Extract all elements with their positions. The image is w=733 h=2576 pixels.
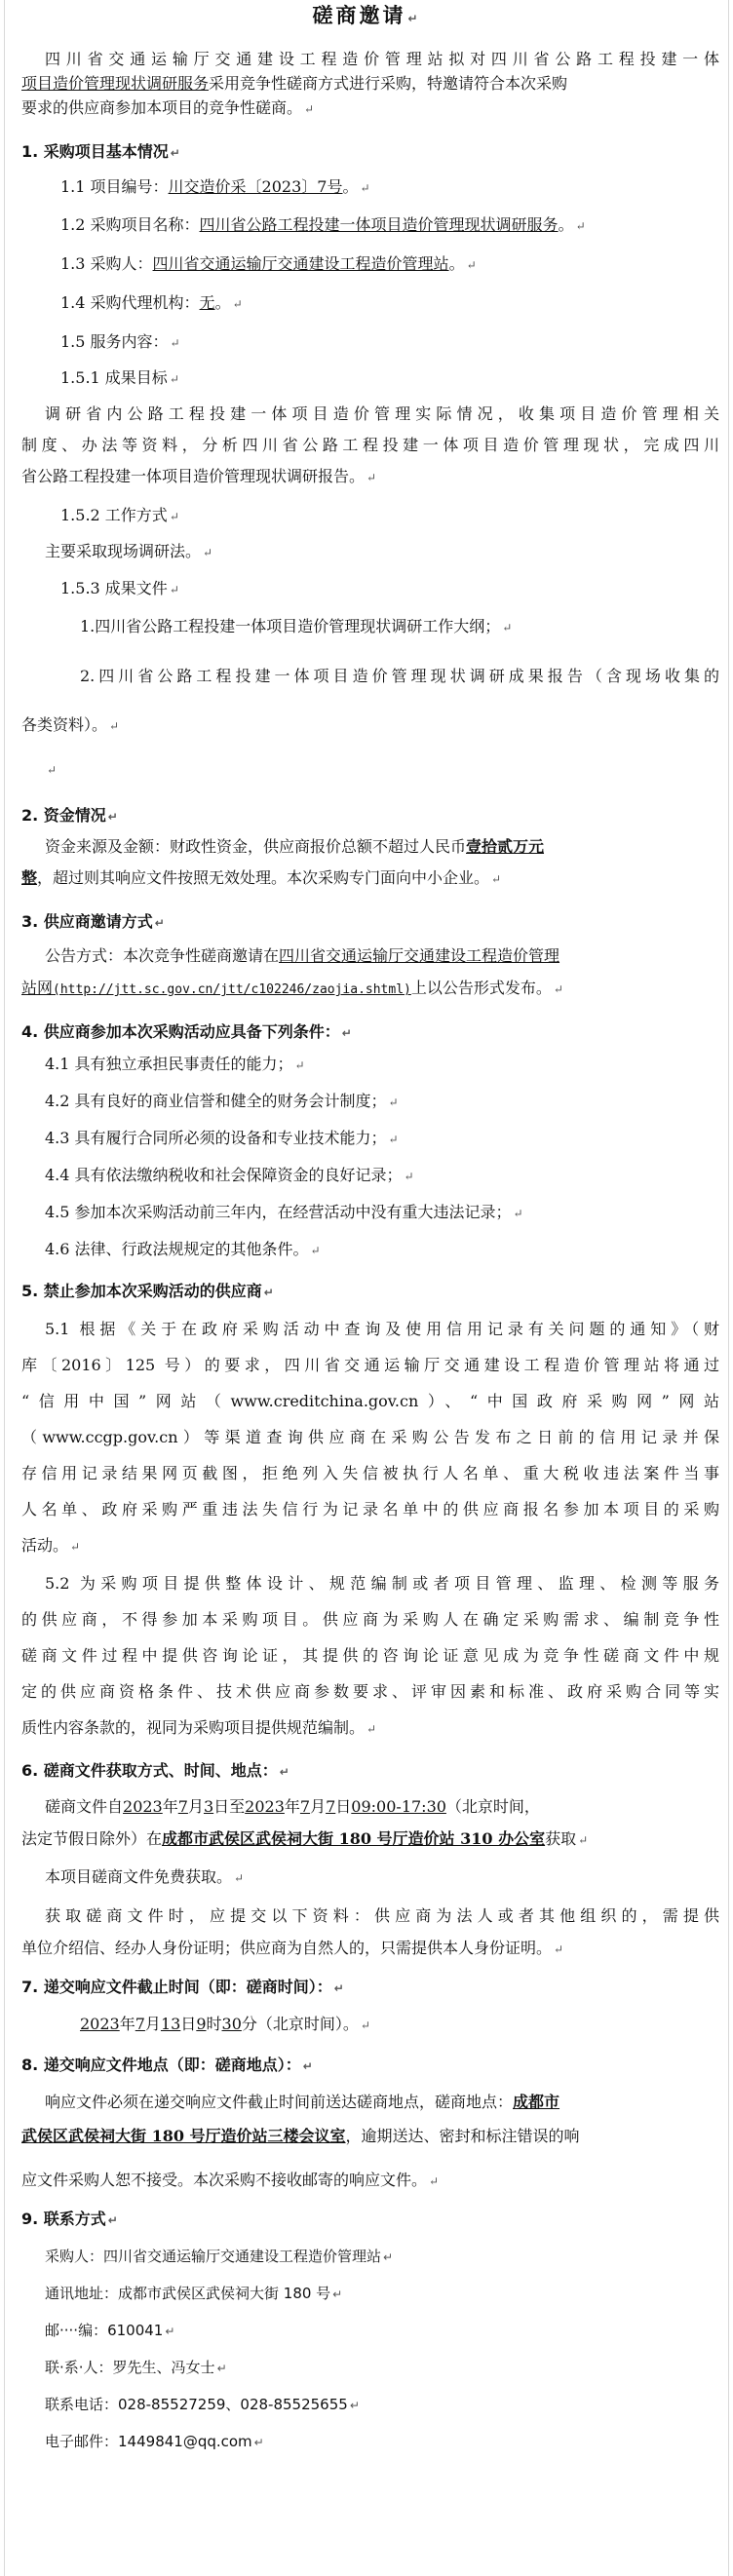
obtain-docs-line-1: 获取磋商文件时，应提交以下资料：供应商为法人或者其他组织的，需提供 (45, 1906, 719, 1925)
section-9-heading: 9. 联系方式 ↵ (21, 2210, 118, 2228)
condition-4-2: 4.2 具有良好的商业信誉和健全的财务会计制度； ↵ (45, 1092, 399, 1110)
obtain-address: 成都市武侯区武侯祠大街 180 号厅造价站 310 办公室 (162, 1829, 546, 1848)
prohibit-5-2-line-3: 磋商文件过程中提供咨询论证，其提供的咨询论证意见成为竞争性磋商文件中规 (21, 1646, 719, 1665)
email-link[interactable]: 1449841@qq.com (118, 2433, 252, 2450)
prohibit-5-1-line-6: 人名单、政府采购严重违法失信行为记录名单中的供应商报名参加本项目的采购 (21, 1500, 719, 1519)
location-line-3: 应文件采购人恕不接受。本次采购不接收邮寄的响应文件。 ↵ (21, 2171, 440, 2189)
obtain-free: 本项目磋商文件免费获取。 ↵ (45, 1867, 245, 1886)
item-1-5: 1.5 服务内容： ↵ (60, 332, 180, 351)
section-2-heading: 2. 资金情况 ↵ (21, 806, 118, 825)
condition-4-6: 4.6 法律、行政法规规定的其他条件。 ↵ (45, 1240, 321, 1258)
fund-line-1: 资金来源及金额：财政性资金，供应商报价总额不超过人民币壹拾贰万元 (45, 837, 545, 856)
intro-line-2: 项目造价管理现状调研服务采用竞争性磋商方式进行采购，特邀请符合本次采购 (21, 74, 568, 93)
obtain-time-line-1: 磋商文件自2023年7月3日至2023年7月7日09:00-17:30（北京时间， (45, 1797, 540, 1816)
fund-amount: 壹拾贰万元 (466, 837, 545, 856)
prohibit-5-2-line-5: 质性内容条款的，视同为采购项目提供规范编制。 ↵ (21, 1718, 377, 1737)
submission-place: 武侯区武侯祠大街 180 号厅造价站三楼会议室 (21, 2127, 346, 2145)
deliverable-1: 1.四川省公路工程投建一体项目造价管理现状调研工作大纲； ↵ (80, 617, 513, 635)
prohibit-5-1-line-1: 5.1 根据《关于在政府采购活动中查询及使用信用记录有关问题的通知》（财 (45, 1320, 719, 1338)
project-name-underlined: 项目造价管理现状调研服务 (21, 74, 210, 93)
prohibit-5-2-line-2: 的供应商，不得参加本采购项目。供应商为采购人在确定采购需求、编制竞争性 (21, 1610, 719, 1629)
notice-line-2: 站网(http://jtt.sc.gov.cn/jtt/c102246/zaojia.shtml)上以公告形式发布。 ↵ (21, 979, 563, 997)
item-1-5-1: 1.5.1 成果目标 ↵ (60, 368, 179, 387)
contact-phone: 联系电话：028-85527259、028-85525655 ↵ (45, 2396, 360, 2413)
method-text: 主要采取现场调研法。 ↵ (45, 542, 213, 560)
item-1-1: 1.1 项目编号：川交造价采〔2023〕7号。 ↵ (60, 177, 370, 196)
deliverable-2-line-2: 各类资料）。 ↵ (21, 715, 120, 734)
location-line-2: 武侯区武侯祠大街 180 号厅造价站三楼会议室，逾期送达、密封和标注错误的响 (21, 2127, 580, 2145)
item-1-3: 1.3 采购人：四川省交通运输厅交通建设工程造价管理站。 ↵ (60, 254, 477, 273)
intro-line-1: 四川省交通运输厅交通建设工程造价管理站拟对四川省公路工程投建一体 (45, 50, 719, 68)
contact-postcode: 邮····编：610041 ↵ (45, 2322, 175, 2339)
fund-line-2: 整，超过则其响应文件按照无效处理。本次采购专门面向中小企业。 ↵ (21, 868, 502, 887)
prohibit-5-2-line-1: 5.2 为采购项目提供整体设计、规范编制或者项目管理、监理、检测等服务 (45, 1574, 719, 1593)
prohibit-5-1-line-2: 库〔2016〕125 号）的要求，四川省交通运输厅交通建设工程造价管理站将通过 (21, 1356, 719, 1374)
page-title: 磋商邀请 ↵ (312, 4, 421, 27)
section-8-heading: 8. 递交响应文件地点（即：磋商地点）： ↵ (21, 2056, 313, 2074)
obtain-docs-line-2: 单位介绍信、经办人身份证明；供应商为自然人的，只需提供本人身份证明。 ↵ (21, 1939, 564, 1957)
section-5-heading: 5. 禁止参加本次采购活动的供应商 ↵ (21, 1282, 274, 1300)
notice-line-1: 公告方式：本次竞争性磋商邀请在四川省交通运输厅交通建设工程造价管理 (45, 946, 560, 965)
empty-paragraph: ↵ (47, 763, 58, 777)
prohibit-5-2-line-4: 定的供应商资格条件、技术供应商参数要求、评审因素和标准、政府采购合同等实 (21, 1682, 719, 1701)
location-line-1: 响应文件必须在递交响应文件截止时间前送达磋商地点，磋商地点：成都市 (45, 2093, 560, 2111)
deadline-text: 2023年7月13日9时30分（北京时间）。 ↵ (80, 2015, 370, 2033)
condition-4-5: 4.5 参加本次采购活动前三年内，在经营活动中没有重大违法记录； ↵ (45, 1203, 523, 1221)
goal-line-3: 省公路工程投建一体项目造价管理现状调研报告。 ↵ (21, 467, 377, 485)
prohibit-5-1-line-3: “信用中国”网站（www.creditchina.gov.cn）、“中国政府采购网”网站 (21, 1392, 719, 1410)
section-4-heading: 4. 供应商参加本次采购活动应具备下列条件： ↵ (21, 1022, 352, 1041)
condition-4-3: 4.3 具有履行合同所必须的设备和专业技术能力； ↵ (45, 1129, 399, 1147)
contact-buyer: 采购人：四川省交通运输厅交通建设工程造价管理站 ↵ (45, 2248, 394, 2265)
prohibit-5-1-line-5: 存信用记录结果网页截图，拒绝列入失信被执行人名单、重大税收违法案件当事 (21, 1464, 719, 1482)
goal-line-1: 调研省内公路工程投建一体项目造价管理实际情况，收集项目造价管理相关 (45, 404, 719, 423)
contact-person: 联·系·人：罗先生、冯女士 ↵ (45, 2359, 227, 2376)
notice-url-link[interactable]: (http://jtt.sc.gov.cn/jtt/c102246/zaojia.shtml) (53, 982, 411, 997)
deliverable-2-line-1: 2.四川省公路工程投建一体项目造价管理现状调研成果报告（含现场收集的 (80, 667, 719, 685)
section-6-heading: 6. 磋商文件获取方式、时间、地点： ↵ (21, 1761, 289, 1780)
condition-4-1: 4.1 具有独立承担民事责任的能力； ↵ (45, 1055, 305, 1073)
condition-4-4: 4.4 具有依法缴纳税收和社会保障资金的良好记录； ↵ (45, 1166, 414, 1184)
item-1-4: 1.4 采购代理机构：无。 ↵ (60, 293, 243, 312)
section-7-heading: 7. 递交响应文件截止时间（即：磋商时间）： ↵ (21, 1978, 344, 1996)
goal-line-2: 制度、办法等资料，分析四川省公路工程投建一体项目造价管理现状，完成四川 (21, 436, 719, 454)
obtain-time-line-2: 法定节假日除外）在成都市武侯区武侯祠大街 180 号厅造价站 310 办公室获取 ↵ (21, 1829, 589, 1848)
section-3-heading: 3. 供应商邀请方式 ↵ (21, 912, 165, 931)
intro-line-3: 要求的供应商参加本项目的竞争性磋商。 ↵ (21, 98, 315, 117)
prohibit-5-1-line-7: 活动。 ↵ (21, 1536, 81, 1555)
section-1-heading: 1. 采购项目基本情况 ↵ (21, 142, 180, 161)
item-1-5-2: 1.5.2 工作方式 ↵ (60, 506, 179, 524)
item-1-5-3: 1.5.3 成果文件 ↵ (60, 579, 179, 597)
contact-address: 通讯地址：成都市武侯区武侯祠大街 180 号 ↵ (45, 2285, 343, 2302)
prohibit-5-1-line-4: （www.ccgp.gov.cn）等渠道查询供应商在采购公告发布之日前的信用记录并保 (21, 1428, 719, 1446)
contact-email: 电子邮件：1449841@qq.com ↵ (45, 2433, 264, 2450)
item-1-2: 1.2 采购项目名称：四川省公路工程投建一体项目造价管理现状调研服务。 ↵ (60, 215, 586, 234)
